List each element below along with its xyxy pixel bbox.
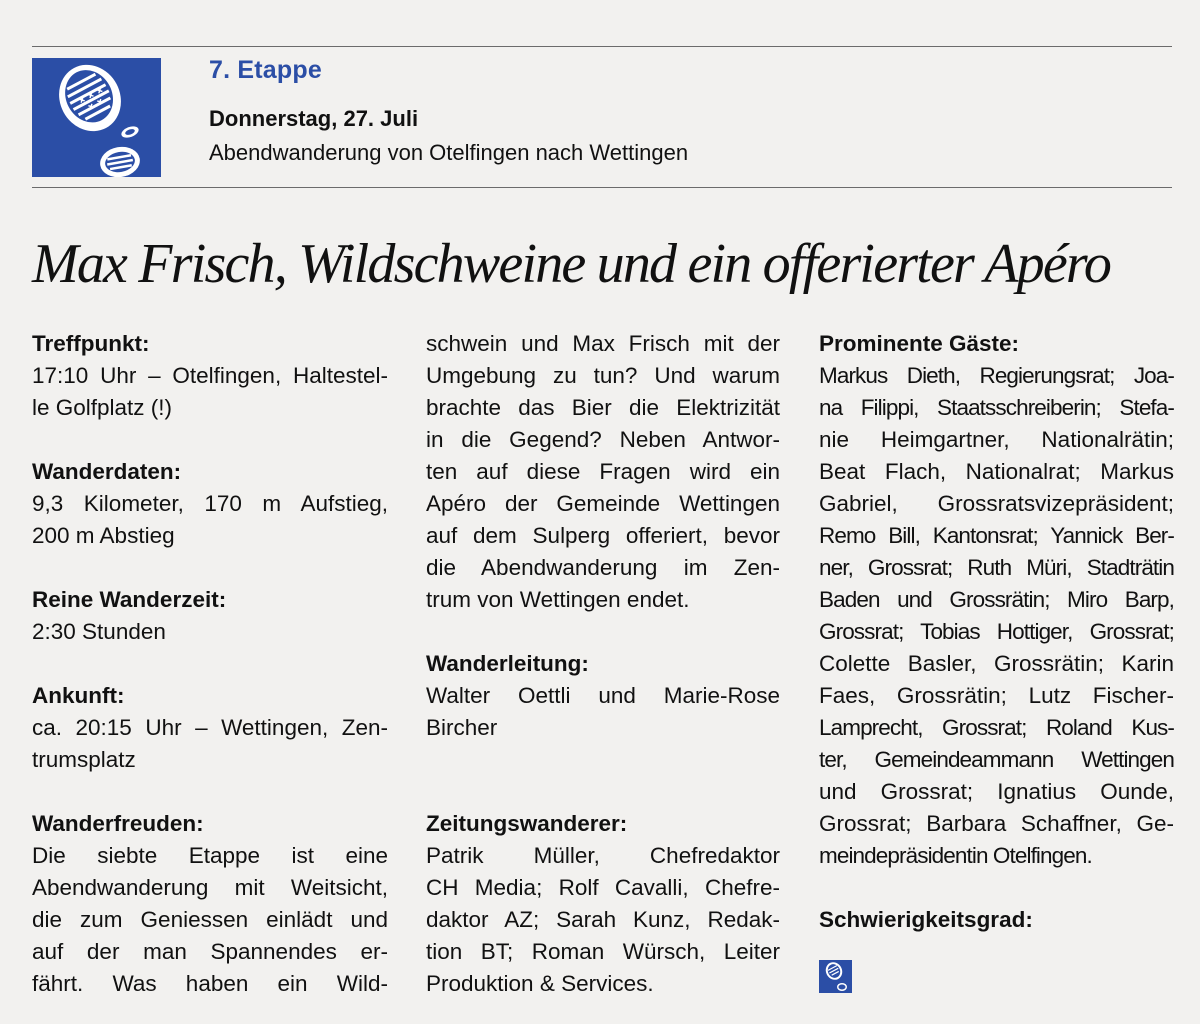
wanderfreuden-line: die zum Geniessen einlädt und [32, 907, 388, 932]
info-column-1 [32, 328, 388, 1000]
headline: Max Frisch, Wildschweine und ein offerierter Apéro [32, 233, 1111, 295]
treffpunkt-line: le Golfplatz (!) [32, 395, 173, 420]
body-continued-line: brachte das Bier die Elektrizität [426, 395, 780, 420]
body-continued-line: auf dem Sulperg offeriert, bevor [426, 523, 780, 548]
gaeste-line: Beat Flach, Nationalrat; Markus [819, 459, 1174, 484]
gaeste-line: Colette Basler, Grossrätin; Karin [819, 651, 1174, 676]
gaeste-line: ner, Grossrat; Ruth Müri, Stadträtin [819, 555, 1174, 580]
gaeste-line: na Filippi, Staatsschreiberin; Stefa- [819, 395, 1174, 420]
stage-number: 7. Etappe [209, 56, 322, 84]
ankunft-line: ca. 20:15 Uhr – Wettingen, Zen- [32, 715, 388, 740]
wanderleitung-line: Bircher [426, 715, 498, 740]
gaeste-line: nie Heimgartner, Nationalrätin; [819, 427, 1174, 452]
wanderdaten-label: Wanderdaten: [32, 459, 182, 484]
zeitungswanderer-line: Patrik Müller, Chefredaktor [426, 843, 780, 868]
gaeste-line: und Grossrat; Ignatius Ounde, [819, 779, 1174, 804]
boot-print-icon [819, 960, 852, 993]
gaeste-line: ter, Gemeindeammann Wettingen [819, 747, 1174, 772]
zeitungswanderer-line: tion BT; Roman Würsch, Leiter [426, 939, 780, 964]
treffpunkt-label: Treffpunkt: [32, 331, 150, 356]
wanderzeit-line: 2:30 Stunden [32, 619, 166, 644]
difficulty-label: Schwierigkeitsgrad: [819, 907, 1033, 932]
body-continued-line: schwein und Max Frisch mit der [426, 331, 780, 356]
body-continued-line: Umgebung zu tun? Und warum [426, 363, 780, 388]
gaeste-line: meindepräsidentin Otelfingen. [819, 843, 1092, 868]
top-divider [32, 46, 1172, 47]
body-continued-line: die Abendwanderung im Zen- [426, 555, 780, 580]
wanderleitung-label: Wanderleitung: [426, 651, 589, 676]
gaeste-label: Prominente Gäste: [819, 331, 1020, 356]
wanderfreuden-line: Die siebte Etappe ist eine [32, 843, 388, 868]
gaeste-line: Lamprecht, Grossrat; Roland Kus- [819, 715, 1174, 740]
gaeste-line: Baden und Grossrätin; Miro Barp, [819, 587, 1174, 612]
body-continued-line: Apéro der Gemeinde Wettingen [426, 491, 780, 516]
gaeste-line: Grossrat; Barbara Schaffner, Ge- [819, 811, 1174, 836]
zeitungswanderer-line: Produktion & Services. [426, 971, 654, 996]
gaeste-line: Markus Dieth, Regierungsrat; Joa- [819, 363, 1174, 388]
wanderfreuden-label: Wanderfreuden: [32, 811, 204, 836]
zeitungswanderer-line: CH Media; Rolf Cavalli, Chefre- [426, 875, 780, 900]
ankunft-label: Ankunft: [32, 683, 125, 708]
gaeste-line: Gabriel, Grossratsvizepräsident; [819, 491, 1174, 516]
zeitungswanderer-line: daktor AZ; Sarah Kunz, Redak- [426, 907, 780, 932]
wanderdaten-line: 200 m Abstieg [32, 523, 175, 548]
zeitungswanderer-label: Zeitungswanderer: [426, 811, 628, 836]
event-date: Donnerstag, 27. Juli [209, 106, 419, 131]
wanderfreuden-line: fährt. Was haben ein Wild- [32, 971, 388, 996]
wanderleitung-line: Walter Oettli und Marie-Rose [426, 683, 780, 708]
wanderdaten-line: 9,3 Kilometer, 170 m Aufstieg, [32, 491, 388, 516]
wanderfreuden-line: Abendwanderung mit Weitsicht, [32, 875, 388, 900]
wanderfreuden-line: auf der man Spannendes er- [32, 939, 388, 964]
wanderzeit-label: Reine Wanderzeit: [32, 587, 227, 612]
hiking-boot-prints-icon [32, 58, 161, 177]
info-column-3 [819, 328, 1174, 993]
treffpunkt-line: 17:10 Uhr – Otelfingen, Haltestel- [32, 363, 388, 388]
gaeste-line: Remo Bill, Kantonsrat; Yannick Ber- [819, 523, 1174, 548]
gaeste-line: Grossrat; Tobias Hottiger, Grossrat; [819, 619, 1174, 644]
header-divider [32, 187, 1172, 188]
gaeste-line: Faes, Grossrätin; Lutz Fischer- [819, 683, 1174, 708]
event-subtitle: Abendwanderung von Otelfingen nach Wettingen [209, 140, 689, 165]
info-column-2 [426, 328, 780, 1000]
body-continued-line: ten auf diese Fragen wird ein [426, 459, 780, 484]
ankunft-line: trumsplatz [32, 747, 136, 772]
body-continued-line: in die Gegend? Neben Antwor- [426, 427, 780, 452]
body-continued-line: trum von Wettingen endet. [426, 587, 690, 612]
